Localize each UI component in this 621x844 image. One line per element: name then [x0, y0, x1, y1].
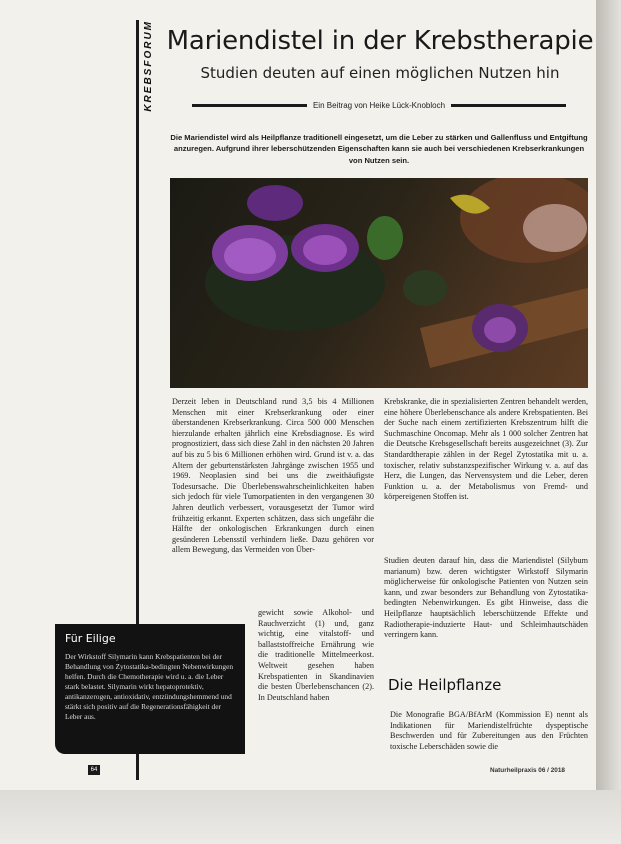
- thistle-illustration: [170, 178, 588, 388]
- author-rule-right: [451, 104, 566, 107]
- body-column-1: Derzeit leben in Deutschland rund 3,5 bis 4 Millionen Menschen mit einer Krebserkrankung oder einer überstandenen Krebserkrankung. Circa 500 000 Menschen hierzulande erhalten jährlich eine Krebsdiagnose. Es wird prognostiziert, dass sich diese Zahl in den nächsten 20 Jahren auf bis zu 5 bis 6 Millionen erhöhen wird. Grund ist v. a. das Altern der geburtenstärksten Jahrgänge zwischen 1955 und 1969. Neoplasien sind bei uns die zweithäufigste Todesursache. Die Überlebenswahrscheinlichkeiten haben sich jedoch für viele Tumorpatienten in den vergangenen 30 Jahren deutlich verbessert, vorausgesetzt der Tumor wird frühzeitig erkannt. Experten schätzen, dass sich ungefähr die Hälfte der onkologischen Erkrankungen durch einen gesünderen Lebensstil verhindern ließe. Dazu gehören vor allem Bewegung, das Vermeiden von Über-: [172, 397, 374, 555]
- milk-thistle-photo: [170, 178, 588, 388]
- summary-box-title: Für Eilige: [65, 632, 116, 645]
- body-column-2: Krebskranke, die in spezialisierten Zentren behandelt werden, eine höhere Überlebenschance als andere Krebspatienten. Bei der Suche nach einem zertifizierten Krebszentrum hilft die Suchmaschine Oncomap. Mehr als 1 000 solcher Zentren hat die Deutsche Krebsgesellschaft bereits ausgezeichnet (3). Zur Standardtherapie zählen in der Regel Zytostatika mit u. a. toxischer, relativ substanzspezifischer Wirkung v. a. auf das Herz, die Lungen, das Nervensystem und die Leber, deren Funktion u. a. der Metabolismus von Fremd- und körpereigenen Stoffen ist.: [384, 397, 588, 502]
- scan-edge-right: [596, 0, 621, 844]
- author-line: [192, 98, 566, 112]
- section-heading: Die Heilpflanze: [388, 676, 502, 694]
- body-column-2-paragraph: Studien deuten darauf hin, dass die Mariendistel (Silybum marianum) bzw. deren wichtigster Wirkstoff Silymarin möglicherweise für onkologische Patienten von Nutzen sein kann, und zwar besonders zur Behandlung von Zytostatika-bedingten Nebenwirkungen. Es gibt Hinweise, dass die Heilpflanze hauptsächlich leberschützende Effekte und Radiotherapie-induzierte Haut- und Schleimhautschäden verringern kann.: [384, 556, 588, 640]
- magazine-footer: Naturheilpraxis 06 / 2018: [490, 767, 565, 774]
- author-rule-left: [192, 104, 307, 107]
- body-column-1-continued: gewicht sowie Alkohol- und Rauchverzicht (1) und, ganz wichtig, eine vitalstoff- und ballaststoffreiche Ernährung wie die traditionelle Mittelmeerkost. Weltweit gesehen haben Krebspatienten in Skandinavien die besten Überlebenschancen (2). In Deutschland haben: [258, 608, 374, 702]
- article-lead: Die Mariendistel wird als Heilpflanze traditionell eingesetzt, um die Leber zu stärken und Gallenfluss und Entgiftung anzuregen. Aufgrund ihrer leberschützenden Eigenschaften kann sie auch bei verschiedenen Krebserkrankungen von Nutzen sein.: [170, 133, 588, 165]
- author-name: Ein Beitrag von Heike Lück-Knobloch: [312, 100, 446, 110]
- scan-edge-bottom: [0, 790, 621, 844]
- body-column-2-section: Die Monografie BGA/BfArM (Kommission E) nennt als Indikationen für Mariendistelfrüchte dyspeptische Beschwerden und für Zubereitungen aus den Früchten toxische Leberschäden sowie die: [390, 710, 588, 751]
- summary-box: [55, 624, 245, 754]
- summary-box-text: Der Wirkstoff Silymarin kann Krebspatienten bei der Behandlung von Zytostatika-bedingten Nebenwirkungen helfen. Durch die Chemotherapie wird u. a. die Leber stark belastet. Silymarin wirkt hepatoprotektiv, antikanzerogen, antioxidativ, entzündungshemmend und stärkt sich positiv auf die Regenerationsfähigkeit der Leber aus.: [65, 652, 234, 721]
- page-number: 64: [88, 765, 100, 775]
- article-subtitle: Studien deuten auf einen möglichen Nutzen hin: [200, 64, 560, 82]
- section-rubric: KREBSFORUM: [143, 20, 154, 112]
- article-title: Mariendistel in der Krebstherapie: [166, 26, 594, 56]
